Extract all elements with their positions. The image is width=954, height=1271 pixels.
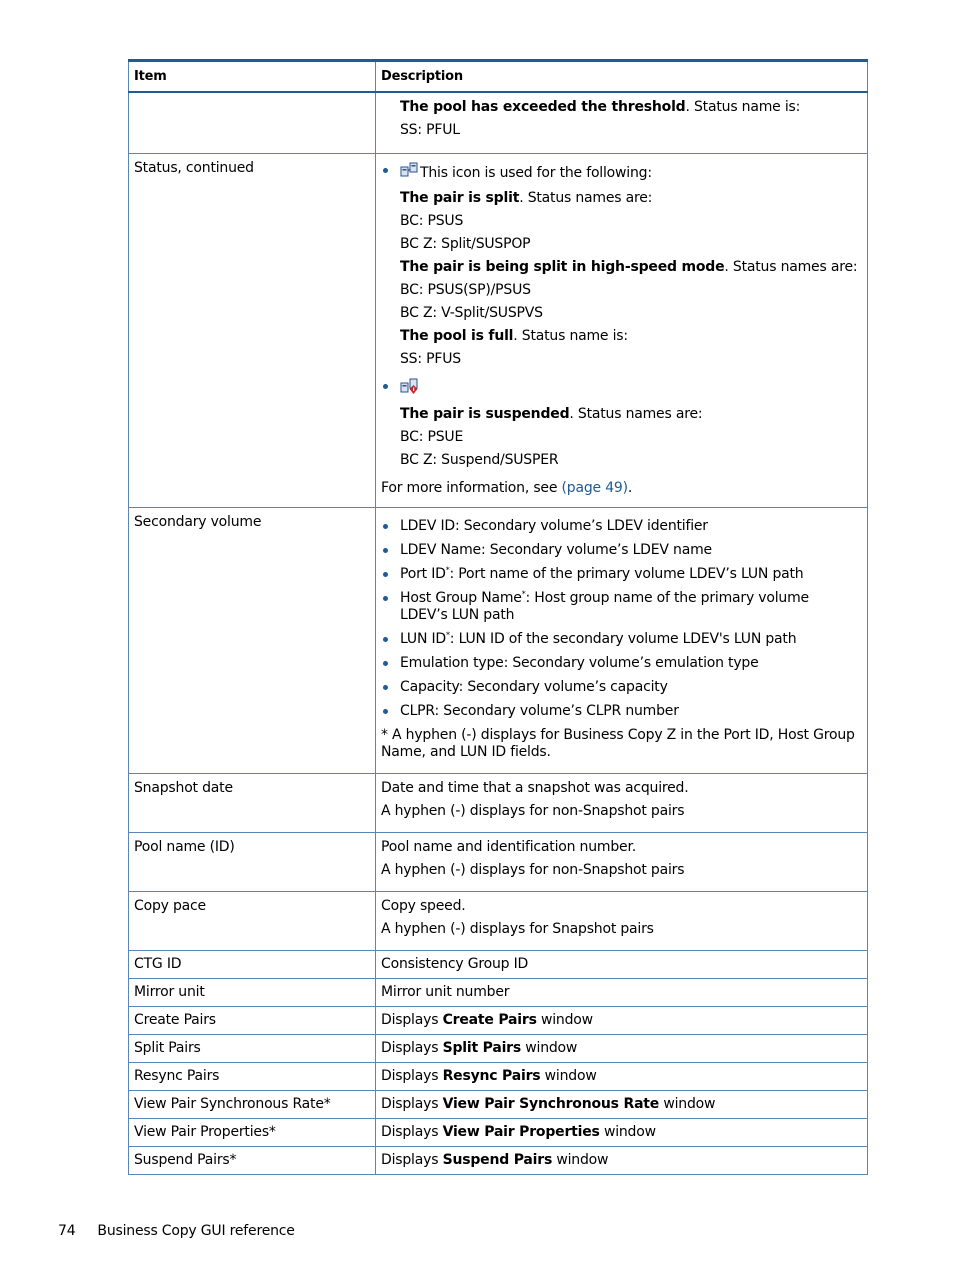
table-row [129, 1119, 868, 1147]
table-row [129, 1035, 868, 1063]
description-cell [376, 774, 868, 833]
pool-threshold-line: The pool has exceeded the threshold. Status name is: [400, 99, 801, 115]
description-cell: Mirror unit number [376, 979, 868, 1007]
table-row [129, 1063, 868, 1091]
list-item: Capacity: Secondary volume’s capacity [381, 679, 859, 696]
item-cell: Resync Pairs [129, 1063, 376, 1091]
item-cell: Split Pairs [129, 1035, 376, 1063]
status-name: BC Z: Suspend/SUSPER [400, 452, 559, 468]
pair-suspended-line: The pair is suspended. Status names are: [400, 406, 703, 422]
status-name: BC: PSUE [400, 429, 464, 445]
page-number: 74 [58, 1223, 76, 1239]
description-line: A hyphen (-) displays for Snapshot pairs [381, 921, 654, 937]
description-cell [376, 154, 868, 508]
pair-suspended-icon [400, 378, 418, 400]
page-49-link[interactable]: (page 49) [561, 480, 628, 496]
list-item: Host Group Name*: Host group name of the primary volume LDEV’s LUN path [381, 590, 859, 624]
pair-split-icon [400, 162, 418, 184]
item-cell: Suspend Pairs* [129, 1147, 376, 1175]
table-row [129, 833, 868, 892]
pool-full-line: The pool is full. Status name is: [400, 328, 628, 344]
table-row [129, 1091, 868, 1119]
header-description: Description [376, 61, 868, 93]
list-item: LUN ID*: LUN ID of the secondary volume LDEV's LUN path [381, 631, 859, 648]
description-cell: Displays View Pair Properties window [376, 1119, 868, 1147]
status-name: BC Z: Split/SUSPOP [400, 236, 531, 252]
footnote: * A hyphen (-) displays for Business Copy Z in the Port ID, Host Group Name, and LUN ID fields. [381, 727, 855, 760]
table-row [129, 508, 868, 774]
list-item: LDEV ID: Secondary volume’s LDEV identifier [381, 518, 859, 535]
description-cell: Displays Split Pairs window [376, 1035, 868, 1063]
description-cell [376, 92, 868, 154]
pair-split-highspeed-line: The pair is being split in high-speed mode. Status names are: [400, 259, 858, 275]
description-cell [376, 508, 868, 774]
table-row [129, 951, 868, 979]
status-name: SS: PFUS [400, 351, 461, 367]
description-cell [376, 892, 868, 951]
reference-table [128, 59, 868, 1175]
item-cell: CTG ID [129, 951, 376, 979]
item-cell: Secondary volume [129, 508, 376, 774]
item-cell: Snapshot date [129, 774, 376, 833]
item-cell: View Pair Properties* [129, 1119, 376, 1147]
status-name: BC: PSUS [400, 213, 464, 229]
list-item: Emulation type: Secondary volume’s emulation type [381, 655, 859, 672]
table-row [129, 774, 868, 833]
description-cell: Displays View Pair Synchronous Rate window [376, 1091, 868, 1119]
description-cell [376, 833, 868, 892]
description-cell: Consistency Group ID [376, 951, 868, 979]
description-line: Pool name and identification number. [381, 839, 636, 855]
more-info-line: For more information, see (page 49). [381, 480, 633, 496]
item-cell: Mirror unit [129, 979, 376, 1007]
item-cell: Pool name (ID) [129, 833, 376, 892]
status-name: BC: PSUS(SP)/PSUS [400, 282, 531, 298]
table-header-row [129, 61, 868, 93]
description-line: Date and time that a snapshot was acquired. [381, 780, 689, 796]
status-name: BC Z: V-Split/SUSPVS [400, 305, 543, 321]
table-row [129, 154, 868, 508]
page-footer [58, 1223, 295, 1239]
item-cell: Status, continued [129, 154, 376, 508]
list-item: LDEV Name: Secondary volume’s LDEV name [381, 542, 859, 559]
status-name: SS: PFUL [400, 122, 460, 138]
pair-split-line: The pair is split. Status names are: [400, 190, 653, 206]
item-cell: Create Pairs [129, 1007, 376, 1035]
item-cell: Copy pace [129, 892, 376, 951]
table-row [129, 892, 868, 951]
description-cell: Displays Suspend Pairs window [376, 1147, 868, 1175]
list-item [381, 378, 859, 400]
description-cell: Displays Resync Pairs window [376, 1063, 868, 1091]
description-line: A hyphen (-) displays for non-Snapshot pairs [381, 862, 685, 878]
list-item: This icon is used for the following: [381, 162, 859, 184]
description-line: A hyphen (-) displays for non-Snapshot pairs [381, 803, 685, 819]
table-row [129, 1007, 868, 1035]
header-item: Item [129, 61, 376, 93]
footer-title: Business Copy GUI reference [97, 1223, 295, 1239]
table-row [129, 1147, 868, 1175]
description-line: Copy speed. [381, 898, 466, 914]
description-cell: Displays Create Pairs window [376, 1007, 868, 1035]
item-cell: View Pair Synchronous Rate* [129, 1091, 376, 1119]
item-cell [129, 92, 376, 154]
table-row [129, 92, 868, 154]
list-item: CLPR: Secondary volume’s CLPR number [381, 703, 859, 720]
list-item: Port ID*: Port name of the primary volume LDEV’s LUN path [381, 566, 859, 583]
table-row [129, 979, 868, 1007]
